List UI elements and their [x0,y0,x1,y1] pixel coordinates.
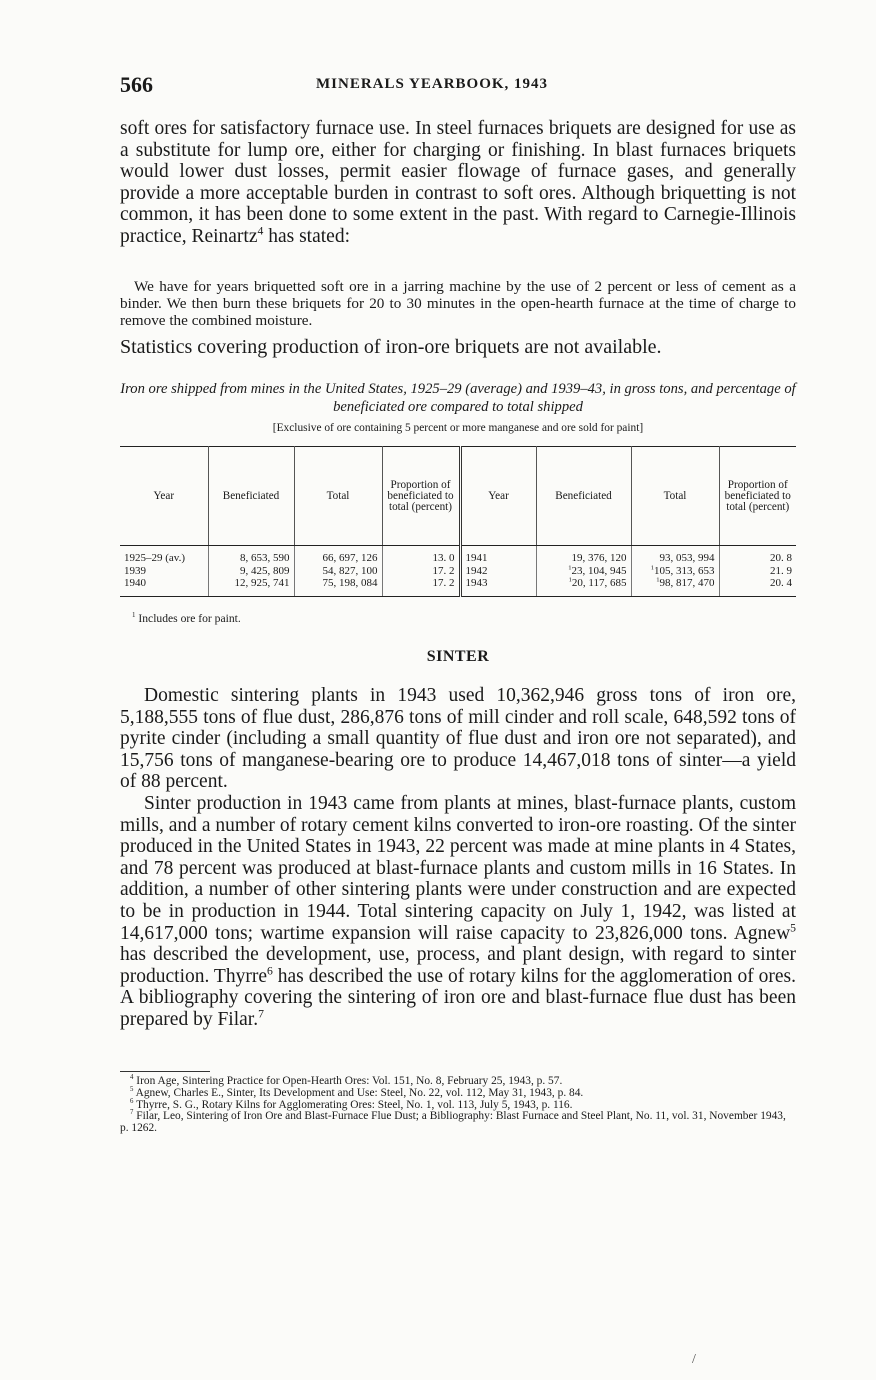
cell-value: 20, 117, 685 [571,577,627,589]
footnote-ref-7[interactable]: 7 [258,1007,264,1021]
cell-beneficiated-2 [536,565,631,578]
intro-text-end: has stated: [263,225,350,247]
footnote-ref-6[interactable]: 6 [267,964,273,978]
col-year-2: Year [460,447,536,546]
table-caption: Iron ore shipped from mines in the United States, 1925–29 (average) and 1939–43, in gross tons, and percentage of beneficiated ore compared to total shipped [120,381,796,415]
cell-beneficiated: 9, 425, 809 [208,565,294,578]
footnote-text: Iron Age, Sintering Practice for Open-Hearth Ores: Vol. 151, No. 8, February 25, 1943, p. 57. [136,1075,563,1087]
footnote-7 [120,1111,796,1135]
col-proportion-2: Proportion of beneficiated to total (percent) [719,447,796,546]
cell-total: 66, 697, 126 [294,546,382,565]
intro-paragraph [120,118,796,248]
footnote-mark: 6 [130,1097,134,1105]
paragraph-text: has described the use of rotary kilns for the agglomeration of ores. A bibliography covering the sintering of iron ore and blast-furnace flue dust has been prepared by Filar. [120,965,796,1030]
col-beneficiated-2: Beneficiated [536,447,631,546]
footnote-mark: 7 [130,1109,134,1117]
table-footnote-mark: 1 [132,611,136,620]
footnote-text: Agnew, Charles E., Sinter, Its Development and Use: Steel, No. 22, vol. 112, May 31, 1943, p. 84. [135,1086,584,1099]
cell-total-2 [631,546,719,565]
cell-beneficiated: 12, 925, 741 [208,577,294,596]
statistics-line: Statistics covering production of iron-ore briquets are not available. [120,336,662,358]
cell-beneficiated-2 [536,577,631,596]
col-total: Total [294,447,382,546]
table-row [120,546,796,565]
scan-mark: / [692,1352,696,1367]
cell-beneficiated: 8, 653, 590 [208,546,294,565]
cell-total-2 [631,577,719,596]
cell-year: 1939 [120,565,208,578]
footnotes [120,1076,796,1135]
block-quote: We have for years briquetted soft ore in a jarring machine by the use of 2 percent or less of cement as a binder. We then burn these briquets for 20 to 30 minutes in the open-hearth furnace at the time of charge to remove the combined moisture. [120,278,796,329]
cell-year-2: 1941 [460,546,536,565]
footnote-ref-4[interactable]: 4 [257,224,264,238]
col-total-2: Total [631,447,719,546]
footnote-mark: 4 [130,1074,134,1082]
cell-total: 75, 198, 084 [294,577,382,596]
cell-value: 19, 376, 120 [571,552,627,564]
cell-value: 93, 053, 994 [659,552,715,564]
table-footnote-text: Includes ore for paint. [138,612,241,625]
cell-proportion: 13. 0 [382,546,460,565]
cell-proportion-2: 21. 9 [770,564,792,577]
page-header [120,72,796,102]
page-number: 566 [120,72,153,97]
cell-total-2 [631,565,719,578]
cell-proportion-2: 20. 8 [770,552,792,564]
col-year: Year [120,447,208,546]
sinter-paragraph-2 [120,793,796,1031]
cell-value: 23, 104, 945 [571,564,627,577]
cell-value: 105, 313, 653 [654,564,715,577]
table-row [120,565,796,578]
cell-total: 54, 827, 100 [294,565,382,578]
section-heading-sinter: SINTER [426,648,490,665]
paragraph-text: Sinter production in 1943 came from plants at mines, blast-furnace plants, custom mills, and a number of rotary cement kilns converted to iron-ore roasting. Of the sinter produced in the United States in 1943, 22 percent was made at mine plants in 4 States, and 78 percent was produced at blast-furnace plants and custom mills in 16 States. In addition, a number of other sintering plants were under construction and are expected to be in production in 1944. Total sintering capacity on July 1, 1942, was listed at 14,617,000 tons; wartime expansion will raise capacity to 23,826,000 tons. Agnew [120,793,796,944]
footnote-text: Filar, Leo, Sintering of Iron Ore and Blast-Furnace Flue Dust; a Bibliography: Blast Furnace and Steel Plant, No. 11, vol. 31, November 1943, p. 1262. [120,1110,786,1135]
table-row [120,577,796,596]
cell-year: 1940 [120,577,208,596]
footnote-mark: 5 [130,1086,134,1093]
cell-proportion: 17. 2 [382,577,460,596]
footnote-divider [120,1071,210,1072]
cell-proportion-2: 20. 4 [719,577,796,596]
cell-value: 98, 817, 470 [659,577,715,589]
cell-year-2: 1943 [460,577,536,596]
cell-beneficiated-2 [536,546,631,565]
running-title: MINERALS YEARBOOK, 1943 [316,76,549,92]
cell-year-2: 1942 [460,565,536,578]
col-beneficiated: Beneficiated [208,447,294,546]
iron-ore-shipments-table [120,446,796,597]
footnote-text: Thyrre, S. G., Rotary Kilns for Agglomerating Ores: Steel, No. 1, vol. 113, July 5, 1943, p. 116. [136,1098,573,1111]
sinter-paragraph-1: Domestic sintering plants in 1943 used 10,362,946 gross tons of iron ore, 5,188,555 tons of flue dust, 286,876 tons of mill cinder and roll scale, 648,592 tons of pyrite cinder (including a small quantity of flue dust and iron ore not separated), and 15,756 tons of manganese-bearing ore to produce 14,467,018 tons of sinter—a yield of 88 percent. [120,685,796,793]
cell-note: 1 [568,576,572,584]
table-header-row [120,447,796,546]
paragraph-text: has described the development, use, process, and plant design, with regard to sinter production. Thyrre [120,944,796,987]
cell-proportion: 17. 2 [382,565,460,578]
cell-note: 1 [568,563,572,571]
table-footnote [132,612,241,625]
intro-text: soft ores for satisfactory furnace use. In steel furnaces briquets are designed for use as a substitute for lump ore, either for charging or finishing. In blast furnaces briquets would lower dust losses, permit easier flowage of furnace gases, and generally provide a more acceptable burden in contrast to soft ores. Although briquetting is not common, it has been done to some extent in the past. With regard to Carnegie-Illinois practice, Reinartz [120,118,796,247]
cell-note: 1 [650,563,654,571]
footnote-ref-5[interactable]: 5 [790,921,796,935]
table-subcaption: [Exclusive of ore containing 5 percent or more manganese and ore sold for paint] [272,422,644,434]
cell-note: 1 [656,576,660,584]
col-proportion: Proportion of beneficiated to total (percent) [382,447,460,546]
cell-year: 1925–29 (av.) [120,546,208,565]
